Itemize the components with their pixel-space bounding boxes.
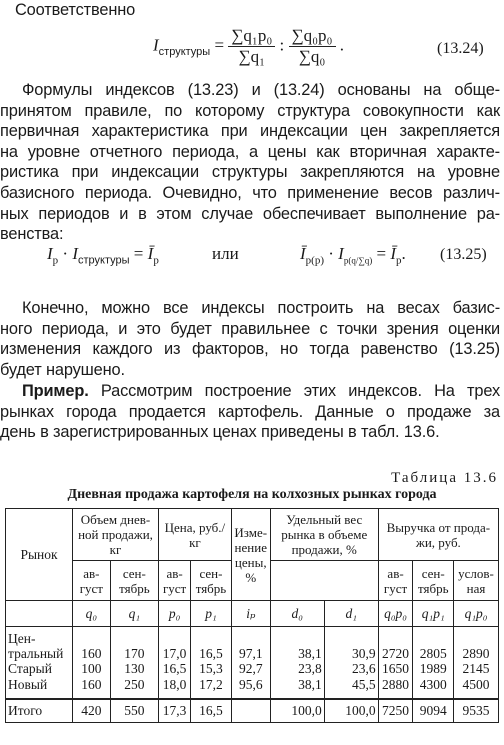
symbol-q1p0: q₁p₀ [454, 601, 499, 627]
table-total-cell: 7250 [378, 699, 413, 723]
table-cell: 16,5 [191, 627, 232, 661]
equation-13-25-alt: $Ī_{p(p)} \cdot I_{p(q/\sum q)}$ = $Ī_p$. [300, 244, 406, 267]
subheader-conditional: услов-ная [454, 561, 499, 601]
header-revenue: Выручка от прода-жи, руб. [378, 509, 498, 561]
table-cell: 100 [73, 661, 111, 677]
table-caption: Таблица 13.6 [391, 470, 498, 486]
table-cell: 170 [110, 627, 158, 661]
table-total-cell: 100,0 [270, 699, 324, 723]
table-total-cell [231, 699, 270, 723]
table-row-name: Цен-тральный [6, 627, 73, 661]
subheader-aug: ав-густ [378, 561, 413, 601]
symbol-p1: p₁ [191, 601, 232, 627]
table-cell: 38,1 [270, 627, 324, 661]
table-cell: 17,0 [159, 627, 191, 661]
table-cell: 130 [110, 661, 158, 677]
table-cell: 2890 [454, 627, 499, 661]
table-cell: 2880 [378, 677, 413, 699]
table-cell: 16,5 [159, 661, 191, 677]
table-total-name: Итого [6, 699, 73, 723]
table-cell: 95,6 [231, 677, 270, 699]
table-cell: 97,1 [231, 627, 270, 661]
subheader-sep: сен-тябрь [191, 561, 232, 601]
table-cell: 250 [110, 677, 158, 699]
table-cell: 30,9 [324, 627, 378, 661]
subheader-sep: сен-тябрь [413, 561, 454, 601]
symbol-d0: d₀ [270, 601, 324, 627]
symbol-q1: q₁ [110, 601, 158, 627]
example-label: Пример. [22, 382, 89, 400]
paragraph-3: Пример. Рассмотрим построение этих индексов. На трех рынках города продается картофель. Данные о продаже за день в зарегистрированных ценах приведены в табл. 13.6. [0, 382, 500, 442]
paragraph-1: Формулы индексов (13.23) и (13.24) основаны на обще- принятом правиле, по которому структура совокупности как первичная характеристика при индексации цен закрепляется на уровне отчетного периода, а цены как вторичная характе- ристика при индексации структуры закрепляются на уровне базисного периода. Очевидно, что применение весов различ- ных периодов и в этом случае обеспечивает выполнение ра- венства: [0, 81, 500, 244]
paragraph-2: Конечно, можно все индексы построить на весах базис- ного периода, и это будет правильнее с точки зрения оценки изменения каждого из факторов, но тогда равенство (13.25) будет нарушено. [0, 299, 500, 379]
table-cell: 38,1 [270, 677, 324, 699]
equation-13-25: $I_p \cdot I_{структуры}$ = $Ī_p$ [47, 244, 159, 267]
table-cell: 92,7 [231, 661, 270, 677]
header-share: Удельный вес рынка в объеме продажи, % [270, 509, 378, 561]
table-cell: 160 [73, 677, 111, 699]
table-cell: 23,6 [324, 661, 378, 677]
table-title: Дневная продажа картофеля на колхозных рынках города [67, 487, 437, 502]
subheader-sep: сен-тябрь [110, 561, 158, 601]
table-total-cell: 9094 [413, 699, 454, 723]
table-cell: 2805 [413, 627, 454, 661]
table-cell: 2145 [454, 661, 499, 677]
table-cell: 1650 [378, 661, 413, 677]
intro-text: Соответственно [15, 1, 136, 19]
equation-number-13-25: (13.25) [440, 246, 487, 263]
symbol-d1: d₁ [324, 601, 378, 627]
table-total-cell: 17,3 [159, 699, 191, 723]
table-total-cell: 420 [73, 699, 111, 723]
data-table [5, 508, 499, 723]
subheader-aug: ав-густ [159, 561, 191, 601]
header-price: Цена, руб./кг [159, 509, 232, 561]
table-cell: 45,5 [324, 677, 378, 699]
table-cell: 4300 [413, 677, 454, 699]
symbol-p0: p₀ [159, 601, 191, 627]
table-cell: 1989 [413, 661, 454, 677]
symbol-q0p0: q₀p₀ [378, 601, 413, 627]
table-total-cell: 9535 [454, 699, 499, 723]
table-total-cell: 16,5 [191, 699, 232, 723]
table-cell: 18,0 [159, 677, 191, 699]
table-row-name: Новый [6, 677, 73, 699]
equation-number-13-24: (13.24) [437, 40, 484, 57]
table-cell: 15,3 [191, 661, 232, 677]
table-cell: 4500 [454, 677, 499, 699]
table-row-name: Старый [6, 661, 73, 677]
symbol-ip: iₚ [231, 601, 270, 627]
equation-13-24: $I_{структуры}$ = $\frac{\text{∑q₁p₀}}{\text{∑q₁}}$ : $\frac{\text{∑q₀p₀}}{\text{∑q₀}}$ . [153, 26, 344, 66]
header-volume: Объем днев-ной продажи, кг [73, 509, 159, 561]
subheader-aug: ав-густ [73, 561, 111, 601]
symbol-q1p1: q₁p₁ [413, 601, 454, 627]
equation-13-25-or: или [212, 244, 239, 263]
symbol-q0: q₀ [73, 601, 111, 627]
table-total-cell: 100,0 [324, 699, 378, 723]
table-total-cell: 550 [110, 699, 158, 723]
header-market: Рынок [6, 509, 73, 601]
table-cell: 2720 [378, 627, 413, 661]
header-change: Изме-нение цены, % [231, 509, 270, 601]
table-cell: 23,8 [270, 661, 324, 677]
table-cell: 17,2 [191, 677, 232, 699]
table-cell: 160 [73, 627, 111, 661]
